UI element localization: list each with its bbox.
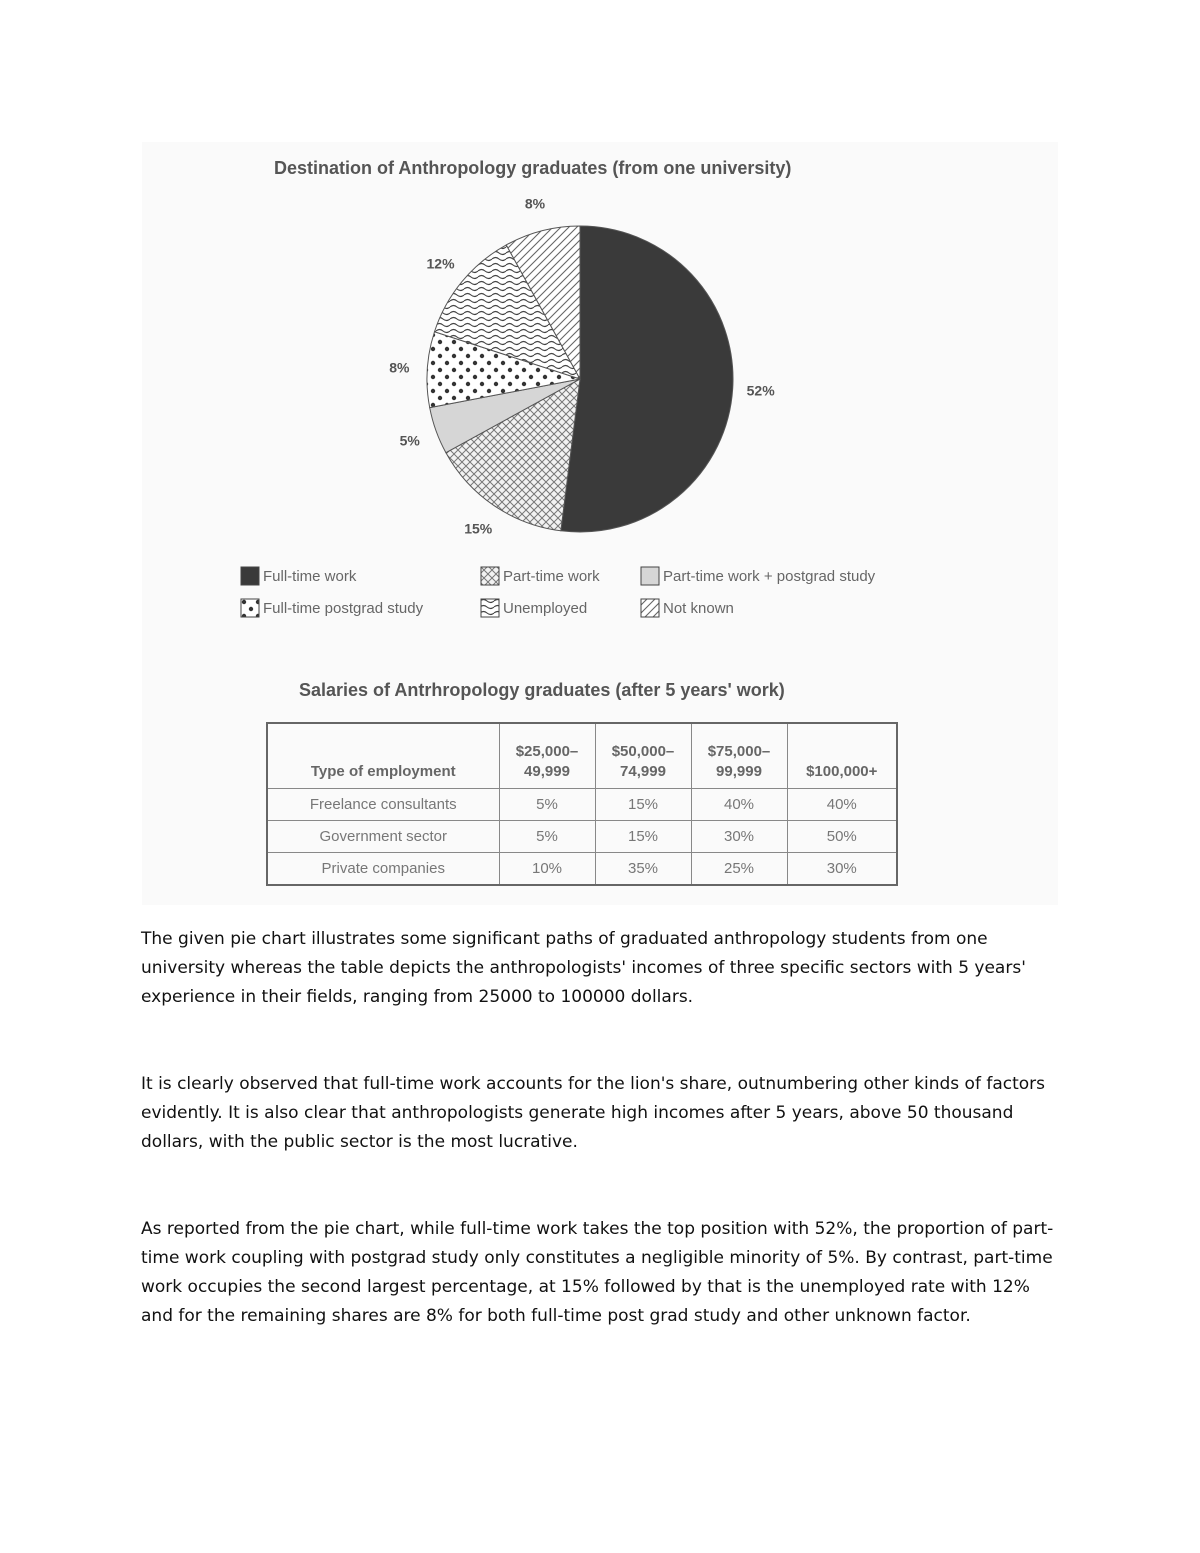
table-cell: Government sector — [267, 821, 499, 853]
table-cell: 5% — [499, 821, 595, 853]
table-cell: 25% — [691, 853, 787, 886]
header-type: Type of employment — [267, 723, 499, 789]
legend-swatch — [480, 598, 500, 618]
legend-item-part-time-postgrad — [640, 566, 875, 586]
essay-paragraph-overview: It is clearly observed that full-time work accounts for the lion's share, outnumbering other kinds of factors evidently. It is also clear that anthropologists generate high incomes after 5 years, above 50 thousand dollars, with the public sector is the most lucrative. — [141, 1074, 1045, 1152]
table-cell: 15% — [595, 789, 691, 821]
legend-item-full-time-postgrad — [240, 598, 423, 618]
essay-paragraph-intro: The given pie chart illustrates some significant paths of graduated anthropology students from one university whereas the table depicts the anthropologists' incomes of three specific sectors with 5 years' experience in their fields, ranging from 25000 to 100000 dollars. — [141, 929, 1026, 1007]
table-cell: 15% — [595, 821, 691, 853]
legend-item-full-time-work — [240, 566, 356, 586]
table-cell: Freelance consultants — [267, 789, 499, 821]
pie-data-label: 15% — [464, 520, 493, 537]
legend-swatch — [480, 566, 500, 586]
legend-swatch — [640, 598, 660, 618]
legend-label: Full-time postgrad study — [263, 599, 424, 617]
header-range-1: $25,000– 49,999 — [499, 723, 595, 789]
legend-item-part-time-work — [480, 566, 600, 586]
pie-data-label: 12% — [426, 255, 455, 272]
pie-legend — [240, 566, 1040, 636]
table-cell: 30% — [787, 853, 897, 886]
table-cell: 35% — [595, 853, 691, 886]
pie-slice-full-time-work — [561, 226, 733, 532]
legend-item-not-known — [640, 598, 734, 618]
legend-label: Part-time work — [503, 567, 600, 585]
table-title: Salaries of Antrhropology graduates (after 5 years' work) — [299, 680, 785, 700]
header-range-2: $50,000– 74,999 — [595, 723, 691, 789]
legend-label: Unemployed — [503, 599, 588, 617]
essay-paragraph-details: As reported from the pie chart, while full-time work takes the top position with 52%, the proportion of part-time work coupling with postgrad study only constitutes a negligible minority of 5%. By contrast, part-time work occupies the second largest percentage, at 15% followed by that is the unemployed rate with 12% and for the remaining shares are 8% for both full-time post grad study and other unknown factor. — [141, 1219, 1054, 1326]
table-cell: 50% — [787, 821, 897, 853]
table-header-row — [267, 723, 897, 789]
table-row — [267, 853, 897, 886]
table-row — [267, 821, 897, 853]
legend-label: Not known — [663, 599, 734, 617]
legend-item-unemployed — [480, 598, 587, 618]
header-range-4: $100,000+ — [787, 723, 897, 789]
legend-swatch — [640, 566, 660, 586]
pie-data-label: 8% — [524, 195, 546, 212]
pie-data-label: 5% — [399, 432, 420, 449]
pie-chart-title: Destination of Anthropology graduates (from one university) — [274, 158, 792, 178]
salary-table — [266, 722, 898, 886]
legend-swatch — [240, 598, 260, 618]
chart-figure — [142, 142, 1058, 905]
legend-label: Full-time work — [263, 567, 357, 585]
table-cell: 10% — [499, 853, 595, 886]
legend-label: Part-time work + postgrad study — [663, 567, 876, 585]
pie-data-label: 8% — [389, 359, 410, 376]
header-range-3: $75,000– 99,999 — [691, 723, 787, 789]
table-cell: 5% — [499, 789, 595, 821]
table-cell: 40% — [691, 789, 787, 821]
table-row — [267, 789, 897, 821]
table-cell: Private companies — [267, 853, 499, 886]
table-cell: 40% — [787, 789, 897, 821]
pie-data-label: 52% — [746, 382, 775, 399]
table-cell: 30% — [691, 821, 787, 853]
legend-swatch — [240, 566, 260, 586]
